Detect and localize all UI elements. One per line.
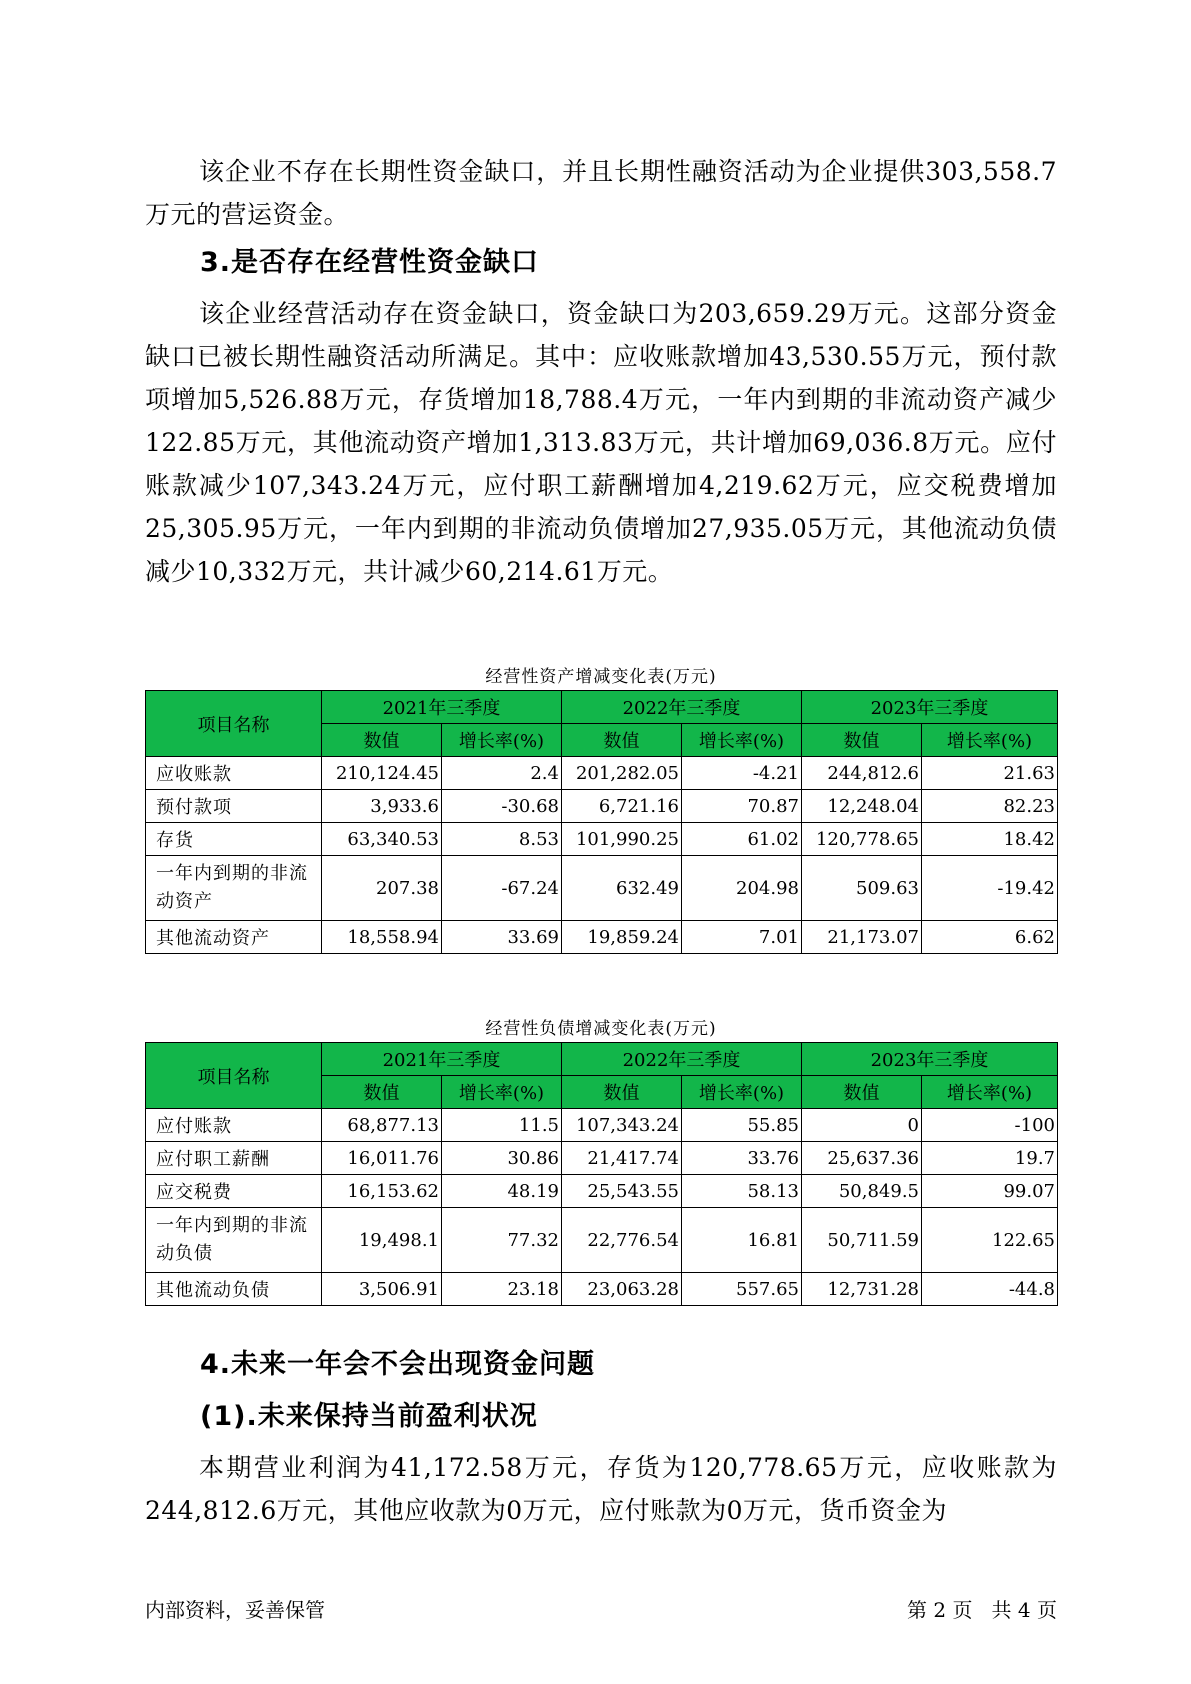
growth-rate-header: 增长率(%) — [682, 1076, 802, 1109]
cell-value: 120,778.65 — [802, 823, 922, 856]
cell-growth: 21.63 — [922, 757, 1058, 790]
table-row — [146, 757, 1058, 790]
cell-value: 19,498.1 — [322, 1208, 442, 1273]
table-caption-assets: 经营性资产增减变化表(万元) — [485, 667, 717, 687]
section-heading-operating-gap: 3.是否存在经营性资金缺口 — [200, 247, 540, 278]
table-row — [146, 1109, 1058, 1142]
cell-growth: 70.87 — [682, 790, 802, 823]
row-label: 其他流动负债 — [146, 1273, 322, 1306]
cell-value: 509.63 — [802, 856, 922, 921]
cell-growth: 8.53 — [442, 823, 562, 856]
table-row — [146, 823, 1058, 856]
cell-growth: 48.19 — [442, 1175, 562, 1208]
value-header: 数值 — [322, 1076, 442, 1109]
table-row — [146, 856, 1058, 921]
row-label: 预付款项 — [146, 790, 322, 823]
period-header: 2023年三季度 — [802, 1043, 1058, 1076]
cell-growth: 61.02 — [682, 823, 802, 856]
cell-growth: -67.24 — [442, 856, 562, 921]
cell-value: 12,248.04 — [802, 790, 922, 823]
cell-growth: 557.65 — [682, 1273, 802, 1306]
cell-value: 632.49 — [562, 856, 682, 921]
cell-growth: 33.76 — [682, 1142, 802, 1175]
cell-value: 63,340.53 — [322, 823, 442, 856]
period-header: 2022年三季度 — [562, 1043, 802, 1076]
cell-growth: 11.5 — [442, 1109, 562, 1142]
row-label: 应交税费 — [146, 1175, 322, 1208]
cell-value: 16,153.62 — [322, 1175, 442, 1208]
cell-growth: -30.68 — [442, 790, 562, 823]
cell-value: 19,859.24 — [562, 921, 682, 954]
liabilities-change-table — [145, 1042, 1058, 1306]
period-header: 2022年三季度 — [562, 691, 802, 724]
row-label: 应付账款 — [146, 1109, 322, 1142]
cell-value: 22,776.54 — [562, 1208, 682, 1273]
cell-growth: 6.62 — [922, 921, 1058, 954]
cell-value: 6,721.16 — [562, 790, 682, 823]
value-header: 数值 — [322, 724, 442, 757]
value-header: 数值 — [562, 1076, 682, 1109]
growth-rate-header: 增长率(%) — [922, 724, 1058, 757]
cell-value: 16,011.76 — [322, 1142, 442, 1175]
growth-rate-header: 增长率(%) — [682, 724, 802, 757]
footer-page-number: 第 2 页 共 4 页 — [907, 1598, 1057, 1622]
cell-value: 207.38 — [322, 856, 442, 921]
paragraph-long-term-funding: 该企业不存在长期性资金缺口，并且长期性融资活动为企业提供303,558.7万元的营运资金。 — [145, 157, 1057, 229]
cell-growth: 33.69 — [442, 921, 562, 954]
table-row — [146, 1175, 1058, 1208]
cell-value: 107,343.24 — [562, 1109, 682, 1142]
paragraph-operating-gap: 该企业经营活动存在资金缺口，资金缺口为203,659.29万元。这部分资金缺口已被长期性融资活动所满足。其中：应收账款增加43,530.55万元，预付款项增加5,526.88万元，存货增加18,788.4万元，一年内到期的非流动资产减少122.85万元，其他流动资产增加1,313.83万元，共计增加69,036.8万元。应付账款减少107,343.24万元，应付职工薪酬增加4,219.62万元，应交税费增加25,305.95万元，一年内到期的非流动负债增加27,935.05万元，其他流动负债减少10,332万元，共计减少60,214.61万元。 — [145, 299, 1057, 586]
value-header: 数值 — [802, 724, 922, 757]
cell-growth: 19.7 — [922, 1142, 1058, 1175]
cell-value: 25,543.55 — [562, 1175, 682, 1208]
cell-value: 210,124.45 — [322, 757, 442, 790]
cell-value: 201,282.05 — [562, 757, 682, 790]
cell-growth: 16.81 — [682, 1208, 802, 1273]
row-label: 存货 — [146, 823, 322, 856]
cell-value: 12,731.28 — [802, 1273, 922, 1306]
section-heading-future-funding: 4.未来一年会不会出现资金问题 — [200, 1349, 596, 1380]
cell-value: 50,849.5 — [802, 1175, 922, 1208]
table-caption-liabilities: 经营性负债增减变化表(万元) — [485, 1019, 717, 1039]
table-row — [146, 1208, 1058, 1273]
row-label: 其他流动资产 — [146, 921, 322, 954]
table-row — [146, 1142, 1058, 1175]
cell-value: 244,812.6 — [802, 757, 922, 790]
table-row — [146, 790, 1058, 823]
paragraph-operating-profit: 本期营业利润为41,172.58万元，存货为120,778.65万元，应收账款为244,812.6万元，其他应收款为0万元，应付账款为0万元，货币资金为 — [145, 1453, 1057, 1525]
cell-growth: -44.8 — [922, 1273, 1058, 1306]
cell-value: 50,711.59 — [802, 1208, 922, 1273]
cell-value: 23,063.28 — [562, 1273, 682, 1306]
row-label: 应收账款 — [146, 757, 322, 790]
growth-rate-header: 增长率(%) — [442, 724, 562, 757]
cell-growth: 2.4 — [442, 757, 562, 790]
cell-value: 68,877.13 — [322, 1109, 442, 1142]
cell-growth: 77.32 — [442, 1208, 562, 1273]
cell-growth: 23.18 — [442, 1273, 562, 1306]
cell-growth: -100 — [922, 1109, 1058, 1142]
cell-growth: 58.13 — [682, 1175, 802, 1208]
cell-growth: 122.65 — [922, 1208, 1058, 1273]
table-row — [146, 1273, 1058, 1306]
period-header: 2021年三季度 — [322, 1043, 562, 1076]
cell-growth: 7.01 — [682, 921, 802, 954]
cell-growth: 30.86 — [442, 1142, 562, 1175]
footer-confidential-note: 内部资料，妥善保管 — [145, 1598, 325, 1622]
subsection-heading-current-profit: (1).未来保持当前盈利状况 — [200, 1401, 538, 1432]
cell-value: 101,990.25 — [562, 823, 682, 856]
growth-rate-header: 增长率(%) — [442, 1076, 562, 1109]
assets-change-table — [145, 690, 1058, 954]
row-label: 一年内到期的非流动资产 — [146, 856, 322, 921]
cell-growth: 55.85 — [682, 1109, 802, 1142]
item-name-header: 项目名称 — [146, 1043, 322, 1109]
cell-value: 3,506.91 — [322, 1273, 442, 1306]
period-header: 2021年三季度 — [322, 691, 562, 724]
row-label: 一年内到期的非流动负债 — [146, 1208, 322, 1273]
cell-growth: -19.42 — [922, 856, 1058, 921]
cell-value: 25,637.36 — [802, 1142, 922, 1175]
cell-value: 18,558.94 — [322, 921, 442, 954]
period-header: 2023年三季度 — [802, 691, 1058, 724]
cell-growth: 82.23 — [922, 790, 1058, 823]
cell-growth: 204.98 — [682, 856, 802, 921]
item-name-header: 项目名称 — [146, 691, 322, 757]
cell-growth: 99.07 — [922, 1175, 1058, 1208]
value-header: 数值 — [562, 724, 682, 757]
cell-growth: 18.42 — [922, 823, 1058, 856]
value-header: 数值 — [802, 1076, 922, 1109]
cell-value: 3,933.6 — [322, 790, 442, 823]
cell-value: 0 — [802, 1109, 922, 1142]
table-row — [146, 921, 1058, 954]
row-label: 应付职工薪酬 — [146, 1142, 322, 1175]
cell-growth: -4.21 — [682, 757, 802, 790]
cell-value: 21,173.07 — [802, 921, 922, 954]
cell-value: 21,417.74 — [562, 1142, 682, 1175]
growth-rate-header: 增长率(%) — [922, 1076, 1058, 1109]
